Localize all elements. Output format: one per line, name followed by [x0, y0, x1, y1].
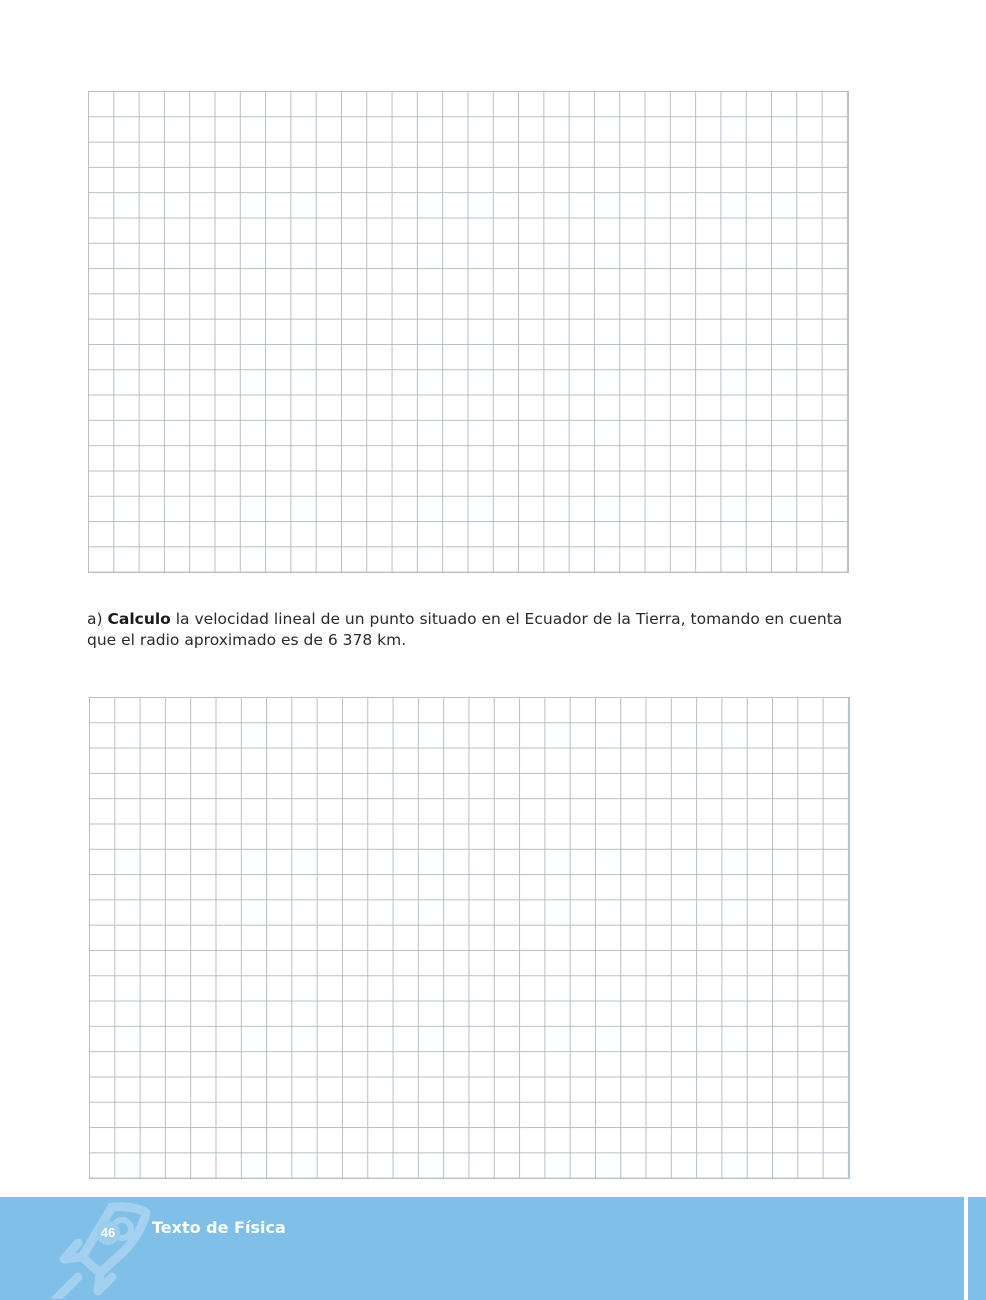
- question-verb: Calculo: [107, 610, 171, 628]
- page-footer: [0, 1197, 986, 1300]
- answer-grid-bottom: [89, 697, 850, 1179]
- footer-title: Texto de Física: [152, 1218, 286, 1237]
- question-a: [87, 609, 867, 651]
- answer-grid-top: [88, 91, 849, 573]
- rocket-icon: [42, 1199, 162, 1299]
- question-text: la velocidad lineal de un punto situado en el Ecuador de la Tierra, tomando en cuenta que el radio aproximado es de 6 378 km.: [87, 610, 843, 649]
- question-prefix: a): [87, 610, 108, 628]
- footer-edge-stripe: [964, 1197, 968, 1300]
- page-number: 46: [96, 1221, 120, 1245]
